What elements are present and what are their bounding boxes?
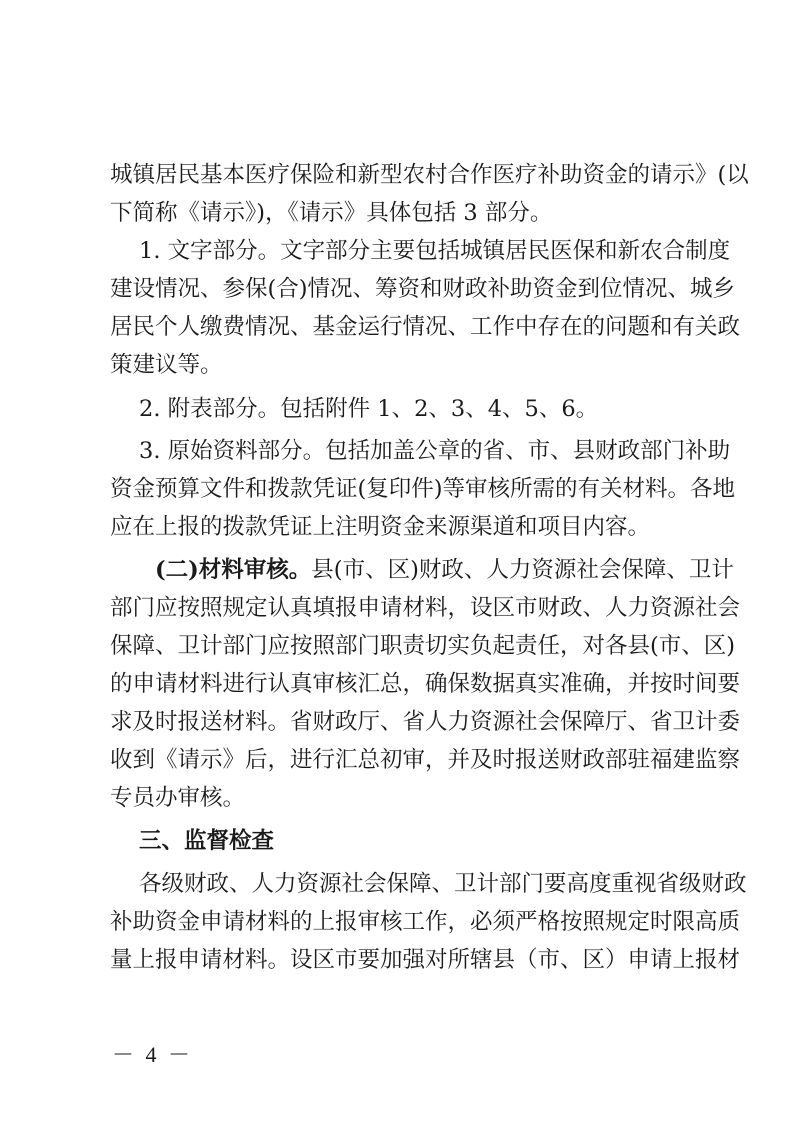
item2-line-1: 2. 附表部分。包括附件 1、2、3、4、5、6。: [139, 396, 599, 422]
section2-line-4: 的申请材料进行认真审核汇总，确保数据真实准确，并按时间要: [110, 671, 741, 697]
item1-line-1: 1. 文字部分。文字部分主要包括城镇居民医保和新农合制度: [139, 238, 731, 264]
intro-line-2: 下简称《请示》)，《请示》具体包括 3 部分。: [110, 200, 553, 226]
section3-line-3: 量上报申请材料。设区市要加强对所辖县（市、区）申请上报材: [110, 947, 741, 973]
section2-line-6: 收到《请示》后，进行汇总初审，并及时报送财政部驻福建监察: [110, 747, 741, 773]
item3-line-2: 资金预算文件和拨款凭证(复印件)等审核所需的有关材料。各地: [110, 476, 736, 502]
section2-line-2: 部门应按照规定认真填报申请材料，设区市财政、人力资源社会: [110, 595, 741, 621]
section3-line-1: 各级财政、人力资源社会保障、卫计部门要高度重视省级财政: [139, 871, 747, 897]
item1-line-2: 建设情况、参保(合)情况、筹资和财政补助资金到位情况、城乡: [110, 276, 736, 302]
section2-line-7: 专员办审核。: [110, 785, 246, 811]
item3-line-1: 3. 原始资料部分。包括加盖公章的省、市、县财政部门补助: [139, 438, 731, 464]
section2-heading: (二)材料审核。: [155, 557, 312, 583]
section2-first-line-rest: 县(市、区)财政、人力资源社会保障、卫计: [311, 557, 734, 583]
item1-line-4: 策建议等。: [110, 352, 223, 378]
page-number: － 4 －: [112, 1042, 194, 1067]
section3-line-2: 补助资金申请材料的上报审核工作，必须严格按照规定时限高质: [110, 909, 741, 935]
intro-line-1: 城镇居民基本医疗保险和新型农村合作医疗补助资金的请示》(以: [110, 162, 749, 188]
section2-line-5: 求及时报送材料。省财政厅、省人力资源社会保障厅、省卫计委: [110, 709, 741, 735]
section2-line-3: 保障、卫计部门应按照部门职责切实负起责任，对各县(市、区): [110, 633, 736, 659]
section3-heading: 三、监督检查: [139, 828, 275, 854]
item3-line-3: 应在上报的拨款凭证上注明资金来源渠道和项目内容。: [110, 514, 651, 540]
item1-line-3: 居民个人缴费情况、基金运行情况、工作中存在的问题和有关政: [110, 314, 741, 340]
section2-first-line: [155, 555, 734, 585]
